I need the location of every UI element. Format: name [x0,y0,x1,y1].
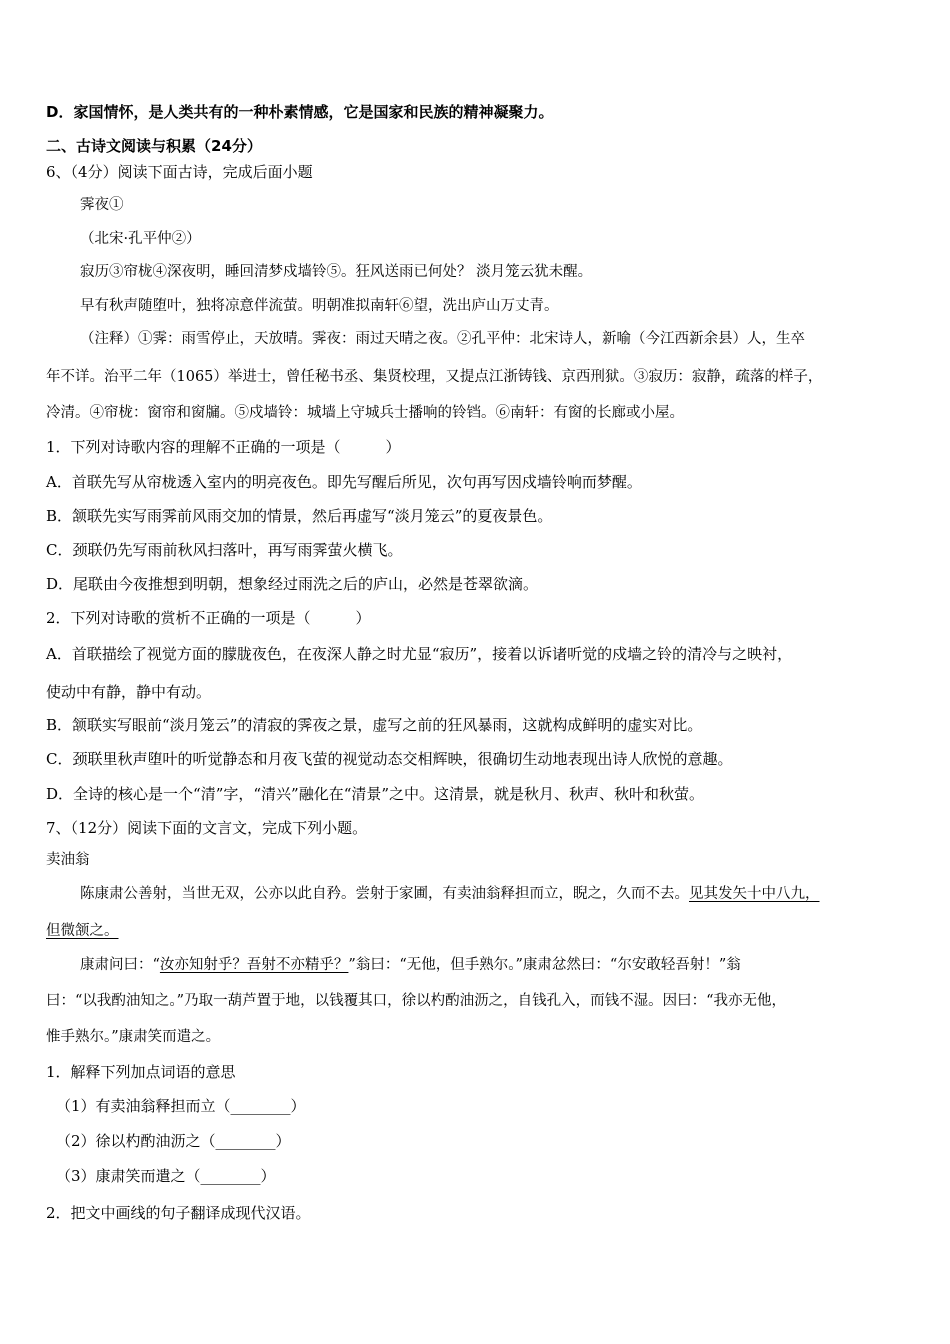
poem-line-1: 寂历③帘栊④深夜明，睡回清梦戍墙铃⑤。狂风送雨已何处？ 淡月笼云犹未醒。 [80,264,593,280]
poem-author: （北宋·孔平仲②） [80,231,201,247]
question-7-2: 2．把文中画线的句子翻译成现代汉语。 [46,1204,311,1222]
option-a: A．首联描绘了视觉方面的朦胧夜色，在夜深人静之时尤显“寂历”，接着以诉诸听觉的戍墙之铃的清冷与之映衬， [46,645,793,663]
question-6-1: 1．下列对诗歌内容的理解不正确的一项是（ ） [46,438,401,456]
classical-text-title: 卖油翁 [46,852,90,868]
classical-paragraph-2-line-2: 曰：“以我酌油知之。”乃取一葫芦置于地，以钱覆其口，徐以杓酌油沥之，自钱孔入，而钱不湿。因曰：“我亦无他， [46,993,786,1009]
classical-paragraph-2-line-3: 惟手熟尔。”康肃笑而遣之。 [46,1029,221,1045]
blank-item-3: （3）康肃笑而遣之（________） [56,1167,276,1185]
underlined-sentence: 汝亦知射乎？吾射不亦精乎？ [159,957,349,973]
blank-item-1: （1）有卖油翁释担而立（________） [56,1097,306,1115]
option-a: A．首联先写从帘栊透入室内的明亮夜色。即先写醒后所见，次句再写因戍墙铃响而梦醒。 [46,473,642,491]
question-6: 6、（4分）阅读下面古诗，完成后面小题 [46,163,313,181]
blank-item-2: （2）徐以杓酌油沥之（________） [56,1132,291,1150]
question-7-1: 1．解释下列加点词语的意思 [46,1063,236,1081]
poem-title: 霁夜① [80,197,124,213]
classical-paragraph-1 [80,884,820,904]
option-d: D．尾联由今夜推想到明朝，想象经过雨洗之后的庐山，必然是苍翠欲滴。 [46,575,539,593]
option-d: D．全诗的核心是一个“清”字，“清兴”融化在“清景”之中。这清景，就是秋月、秋声、秋叶和秋萤。 [46,785,705,803]
option-c: C．颈联仍先写雨前秋风扫落叶，再写雨霁萤火横飞。 [46,541,403,559]
question-7: 7、（12分）阅读下面的文言文，完成下列小题。 [46,819,368,837]
poem-note-1: （注释）①霁：雨雪停止，天放晴。霁夜：雨过天晴之夜。②孔平仲：北宋诗人，新喻（今江西新余县）人，生卒 [80,331,805,347]
option-a-cont: 使动中有静，静中有动。 [46,683,212,701]
classical-paragraph-2 [80,955,741,975]
poem-line-2: 早有秋声随堕叶，独将凉意伴流萤。明朝准拟南轩⑥望，洗出庐山万丈青。 [80,298,559,314]
paragraph-text: 康肃问曰：“ [80,957,160,973]
paragraph-text: 陈康肃公善射，当世无双，公亦以此自矜。尝射于家圃，有卖油翁释担而立，睨之，久而不去。 [80,886,689,902]
option-b: B．颔联实写眼前“淡月笼云”的清寂的霁夜之景，虚写之前的狂风暴雨，这就构成鲜明的虚实对比。 [46,716,703,734]
option-b: B．颔联先实写雨霁前风雨交加的情景，然后再虚写“淡月笼云”的夏夜景色。 [46,507,553,525]
option-d-line: D．家国情怀，是人类共有的一种朴素情感，它是国家和民族的精神凝聚力。 [46,103,554,121]
section-heading: 二、古诗文阅读与积累（24分） [46,137,262,155]
poem-note-3: 冷清。④帘栊：窗帘和窗牖。⑤戍墙铃：城墙上守城兵士播响的铃铛。⑥南轩：有窗的长廊或小屋。 [46,405,684,421]
paragraph-text: ”翁曰：“无他，但手熟尔。”康肃忿然曰：“尔安敢轻吾射！”翁 [348,957,741,973]
question-6-2: 2．下列对诗歌的赏析不正确的一项是（ ） [46,609,371,627]
poem-note-2: 年不详。治平二年（1065）举进士，曾任秘书丞、集贤校理，又提点江浙铸钱、京西刑狱。③寂历：寂静，疏落的样子， [46,369,823,385]
underlined-sentence: 见其发矢十中八九， [689,886,820,902]
underlined-sentence: 但微颔之。 [46,923,119,939]
option-c: C．颈联里秋声堕叶的听觉静态和月夜飞萤的视觉动态交相辉映，很确切生动地表现出诗人欣悦的意趣。 [46,750,733,768]
